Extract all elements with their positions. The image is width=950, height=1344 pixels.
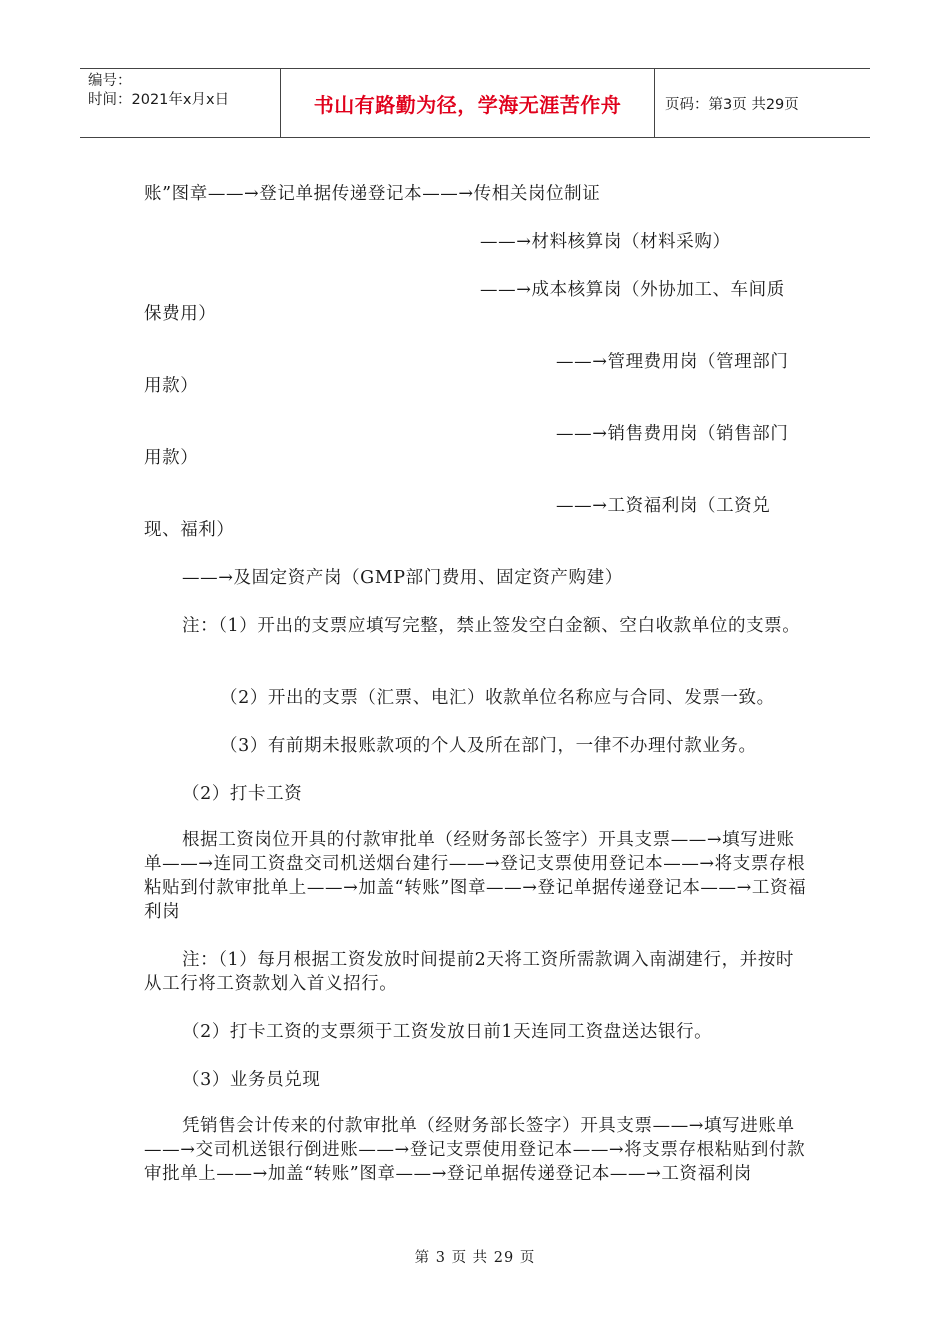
flow-cost-line2: 保费用） — [144, 304, 217, 324]
flow-line-1: 账”图章——→登记单据传递登记本——→传相关岗位制证 — [144, 184, 601, 204]
section3-title: （3）业务员兑现 — [182, 1070, 321, 1090]
note1-item1: 注：（1）开出的支票应填写完整，禁止签发空白金额、空白收款单位的支票。 — [182, 616, 801, 636]
flow-wage-line1: ——→工资福利岗（工资兑 — [556, 496, 771, 516]
note2-item2: （2）打卡工资的支票须于工资发放日前1天连同工资盘送达银行。 — [182, 1022, 713, 1042]
number-label: 编号： — [88, 73, 132, 89]
page-footer: 第 3 页 共 29 页 — [414, 1250, 536, 1266]
header-motto: 书山有路勤为径，学海无涯苦作舟 — [280, 69, 655, 137]
time-label: 时间：2021年x月x日 — [88, 92, 230, 108]
flow-mgmt-line2: 用款） — [144, 376, 199, 396]
header-page-info: 页码：第3页 共29页 — [665, 96, 799, 113]
flow-sales-line1: ——→销售费用岗（销售部门 — [556, 424, 789, 444]
section3-text: 凭销售会计传来的付款审批单（经财务部长签字）开具支票——→填写进账单——→交司机送银行倒进账——→登记支票使用登记本——→将支票存根粘贴到付款审批单上——→加盖“转账”图章——→登记单据传递登记本——→工资福利岗 — [144, 1116, 806, 1184]
section2-text: 根据工资岗位开具的付款审批单（经财务部长签字）开具支票——→填写进账单——→连同工资盘交司机送烟台建行——→登记支票使用登记本——→将支票存根粘贴到付款审批单上——→加盖“转账”图章——→登记单据传递登记本——→工资福利岗 — [144, 830, 807, 922]
flow-cost-line1: ——→成本核算岗（外协加工、车间质 — [480, 280, 785, 300]
note1-item3: （3）有前期未报账款项的个人及所在部门，一律不办理付款业务。 — [220, 736, 757, 756]
flow-fixed-assets: ——→及固定资产岗（GMP部门费用、固定资产购建） — [182, 568, 623, 588]
section2-title: （2）打卡工资 — [182, 784, 303, 804]
page-header — [80, 68, 870, 138]
flow-wage-line2: 现、福利） — [144, 520, 235, 540]
note2-item1: 注：（1）每月根据工资发放时间提前2天将工资所需款调入南湖建行，并按时从工行将工资款划入首义招行。 — [144, 950, 795, 994]
flow-mgmt-line1: ——→管理费用岗（管理部门 — [556, 352, 789, 372]
note1-item2: （2）开出的支票（汇票、电汇）收款单位名称应与合同、发票一致。 — [220, 688, 775, 708]
flow-sales-line2: 用款） — [144, 448, 199, 468]
flow-material: ——→材料核算岗（材料采购） — [480, 232, 731, 252]
header-meta — [80, 69, 280, 137]
